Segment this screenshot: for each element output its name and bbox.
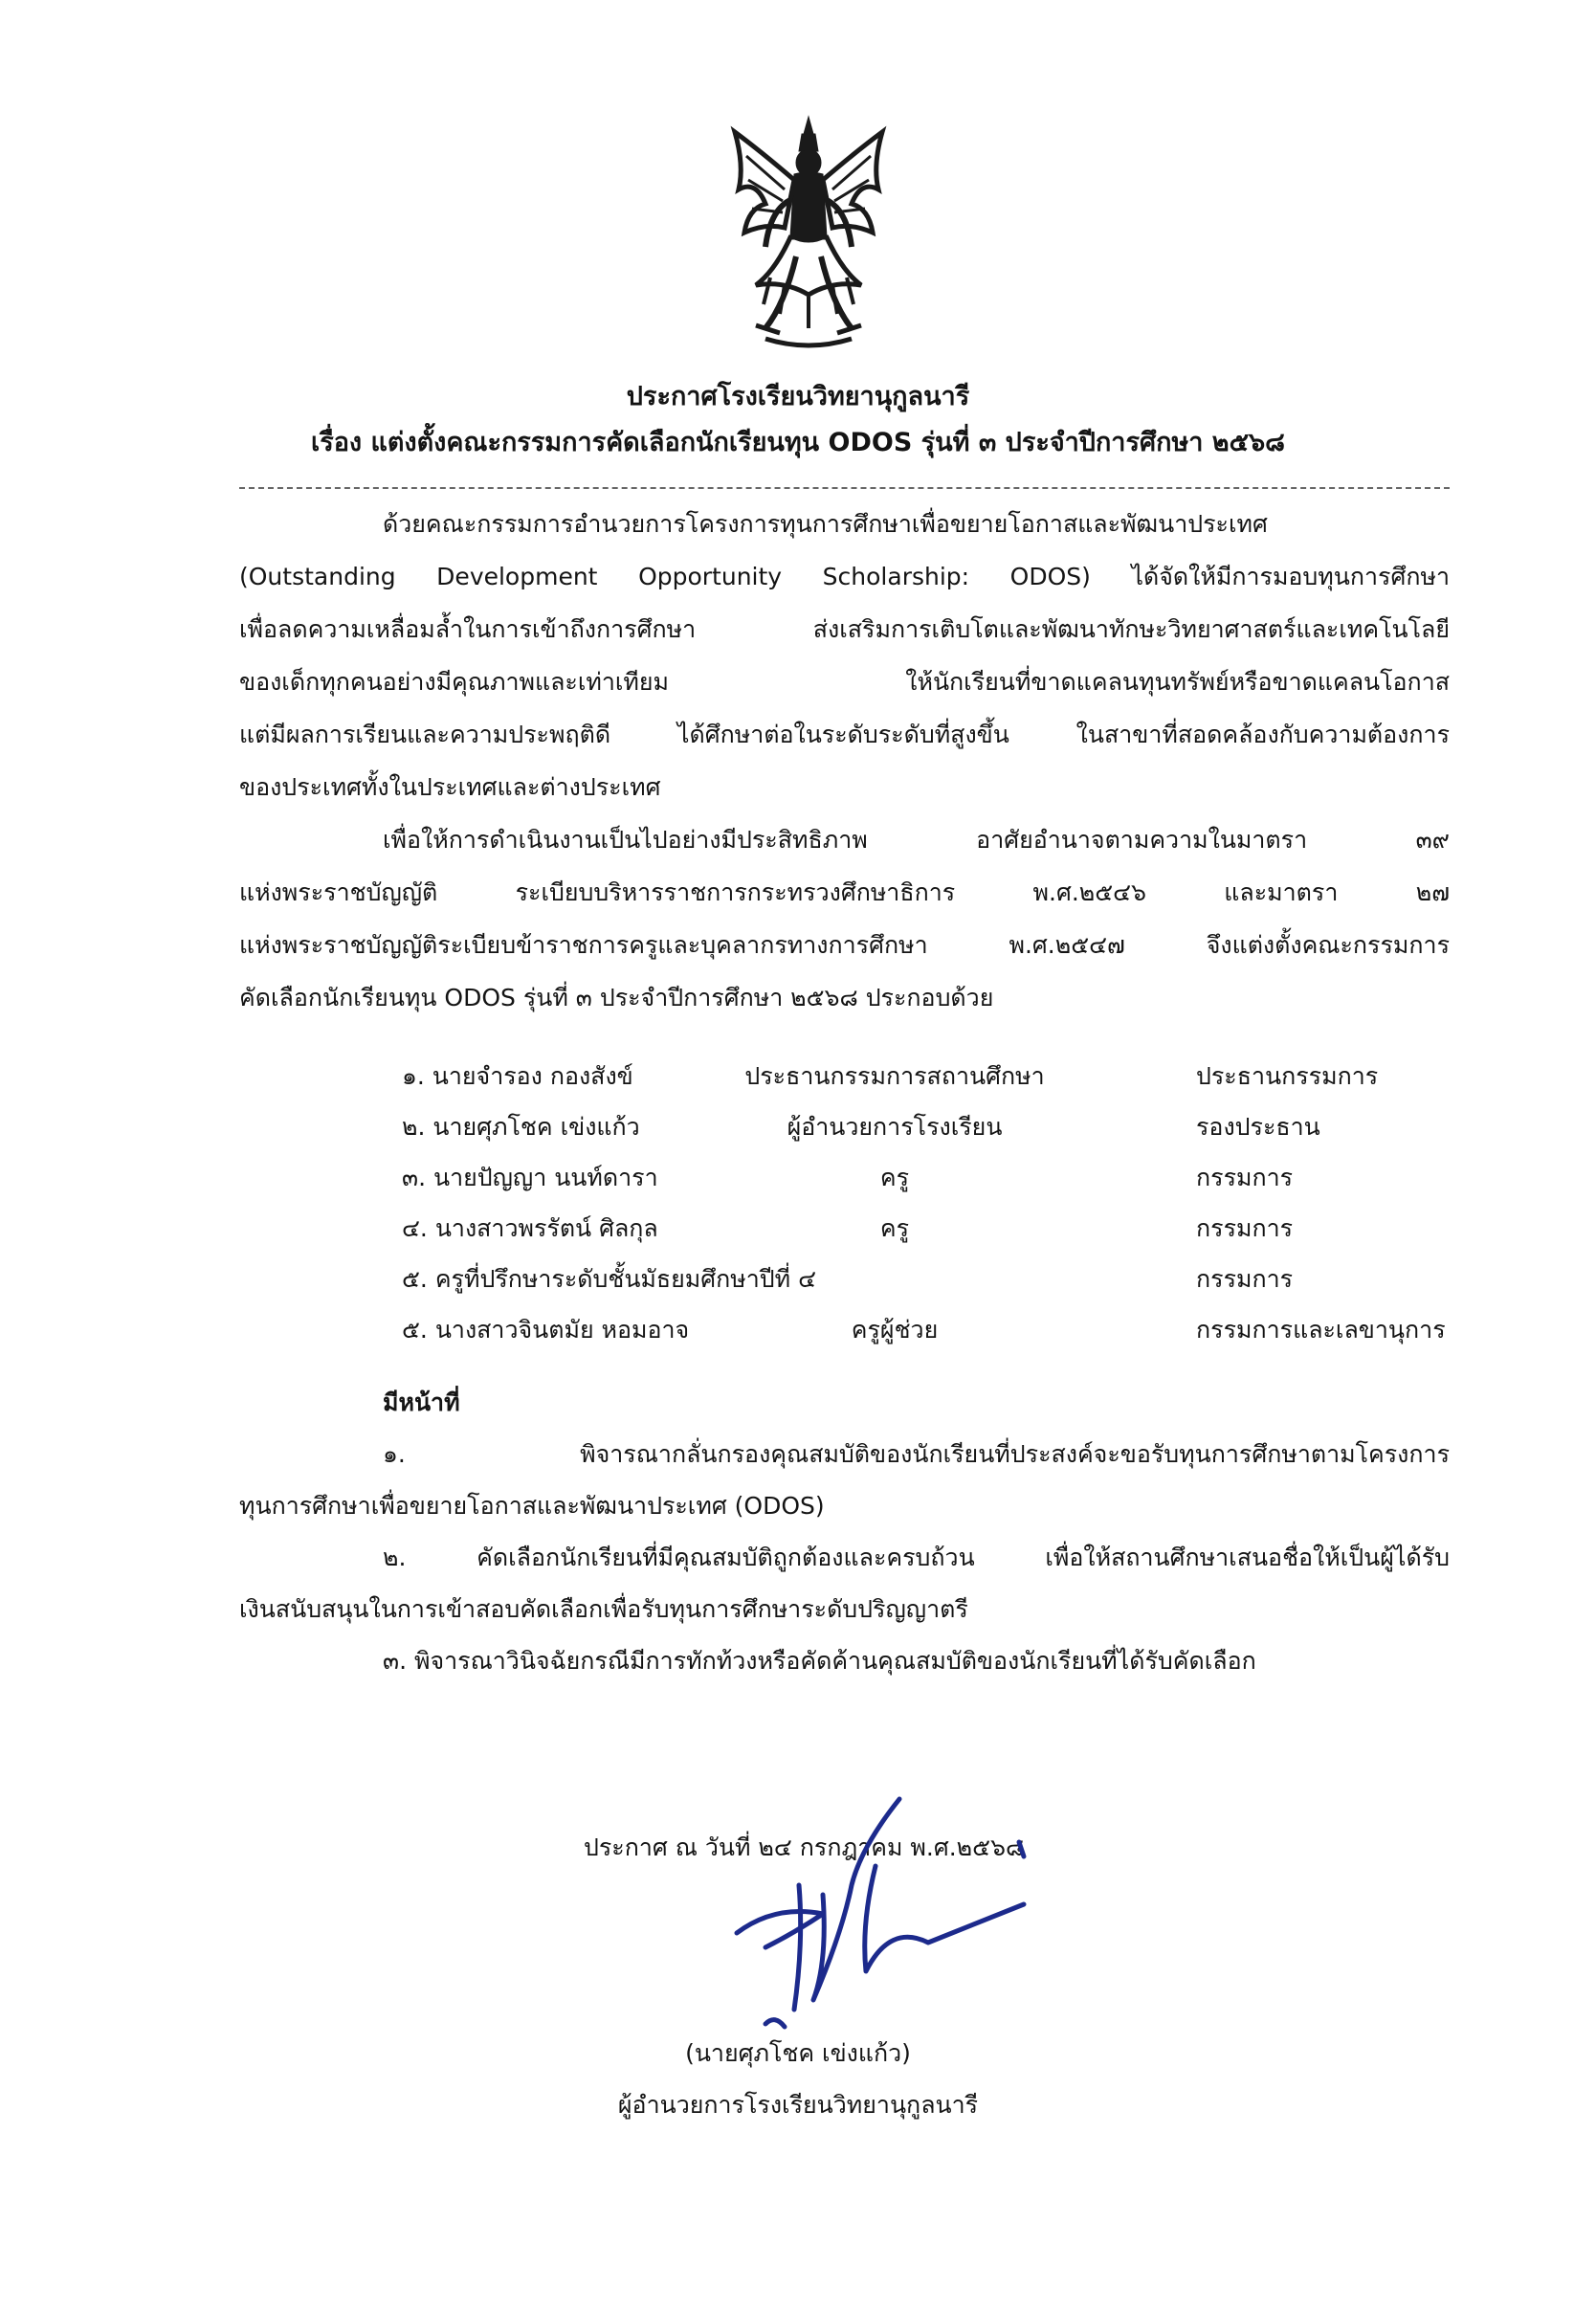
- committee-member-name: ๒. นายศุภโชค เข่งแก้ว: [402, 1113, 640, 1141]
- paragraph2-line: แห่งพระราชบัญญัติระเบียบข้าราชการครูและบุคลากรทางการศึกษา พ.ศ.๒๕๔๗ จึงแต่งตั้งคณะกรรมการ: [239, 931, 1450, 959]
- announcement-date: ประกาศ ณ วันที่ ๒๔ กรกฎาคม พ.ศ.๒๕๖๘: [584, 1833, 1025, 1861]
- paragraph1-line: ของประเทศทั้งในประเทศและต่างประเทศ: [239, 773, 661, 801]
- paragraph2-line: คัดเลือกนักเรียนทุน ODOS รุ่นที่ ๓ ประจำปีการศึกษา ๒๕๖๘ ประกอบด้วย: [239, 984, 994, 1011]
- header-divider: [239, 487, 1450, 489]
- paragraph1-line: ด้วยคณะกรรมการอำนวยการโครงการทุนการศึกษาเพื่อขยายโอกาสและพัฒนาประเทศ: [383, 510, 1268, 538]
- committee-member-role: ครูผู้ช่วย: [851, 1316, 939, 1344]
- duty-line: เงินสนับสนุนในการเข้าสอบคัดเลือกเพื่อรับทุนการศึกษาระดับปริญญาตรี: [239, 1595, 968, 1623]
- signatory-name: (นายศุภโชค เข่งแก้ว): [685, 2039, 911, 2067]
- committee-member-name: ๕. นางสาวจินตมัย หอมอาจ: [402, 1316, 690, 1344]
- committee-member-name: ๕. ครูที่ปรึกษาระดับชั้นมัธยมศึกษาปีที่ ๔: [402, 1265, 817, 1293]
- announcement-title: ประกาศโรงเรียนวิทยานุกูลนารี: [626, 382, 970, 411]
- announcement-subject: เรื่อง แต่งตั้งคณะกรรมการคัดเลือกนักเรียนทุน ODOS รุ่นที่ ๓ ประจำปีการศึกษา ๒๕๖๘: [310, 428, 1286, 457]
- paragraph1-line: (Outstanding Development Opportunity Scholarship: ODOS) ได้จัดให้มีการมอบทุนการศึกษา: [239, 563, 1450, 590]
- paragraph2-line: เพื่อให้การดำเนินงานเป็นไปอย่างมีประสิทธิภาพ อาศัยอำนาจตามความในมาตรา ๓๙: [383, 826, 1450, 854]
- committee-member-name: ๔. นางสาวพรรัตน์ ศิลกุล: [402, 1214, 658, 1242]
- paragraph2-line: แห่งพระราชบัญญัติ ระเบียบบริหารราชการกระทรวงศึกษาธิการ พ.ศ.๒๕๔๖ และมาตรา ๒๗: [239, 878, 1450, 906]
- committee-member-role: ประธานกรรมการสถานศึกษา: [744, 1062, 1045, 1090]
- committee-row: [239, 1102, 1450, 1152]
- duty-line: ๑. พิจารณากลั่นกรองคุณสมบัติของนักเรียนที่ประสงค์จะขอรับทุนการศึกษาตามโครงการ: [383, 1440, 1450, 1468]
- garuda-emblem-icon: [727, 113, 890, 352]
- signatory-position: ผู้อำนวยการโรงเรียนวิทยานุกูลนารี: [617, 2091, 979, 2119]
- committee-row: [239, 1255, 1450, 1304]
- paragraph1-line: เพื่อลดความเหลื่อมล้ำในการเข้าถึงการศึกษา ส่งเสริมการเติบโตและพัฒนาทักษะวิทยาศาสตร์และเทคโนโลยี: [239, 615, 1450, 643]
- committee-member-position: กรรมการ: [1196, 1214, 1294, 1242]
- duty-line: ๒. คัดเลือกนักเรียนที่มีคุณสมบัติถูกต้องและครบถ้วน เพื่อให้สถานศึกษาเสนอชื่อให้เป็นผู้ได้รับ: [383, 1544, 1450, 1571]
- committee-member-position: กรรมการ: [1196, 1164, 1294, 1191]
- paragraph1-line: แต่มีผลการเรียนและความประพฤติดี ได้ศึกษาต่อในระดับระดับที่สูงขึ้น ในสาขาที่สอดคล้องกับความต้องการ: [239, 721, 1450, 748]
- duty-line: ๓. พิจารณาวินิจฉัยกรณีมีการทักท้วงหรือคัดค้านคุณสมบัติของนักเรียนที่ได้รับคัดเลือก: [383, 1647, 1256, 1675]
- committee-member-position: กรรมการ: [1196, 1265, 1294, 1293]
- committee-member-role: ครู: [879, 1214, 910, 1242]
- committee-member-role: ผู้อำนวยการโรงเรียน: [787, 1113, 1003, 1141]
- committee-row: [239, 1153, 1450, 1203]
- committee-member-role: ครู: [879, 1164, 910, 1191]
- committee-row: [239, 1305, 1450, 1355]
- handwritten-signature: [708, 1780, 1053, 2048]
- committee-member-position: ประธานกรรมการ: [1196, 1062, 1379, 1090]
- duty-line: ทุนการศึกษาเพื่อขยายโอกาสและพัฒนาประเทศ (ODOS): [239, 1492, 825, 1520]
- committee-member-position: รองประธาน: [1196, 1113, 1320, 1141]
- committee-member-name: ๓. นายปัญญา นนท์ดารา: [402, 1164, 658, 1191]
- committee-row: [239, 1204, 1450, 1254]
- paragraph1-line: ของเด็กทุกคนอย่างมีคุณภาพและเท่าเทียม ให้นักเรียนที่ขาดแคลนทุนทรัพย์หรือขาดแคลนโอกาส: [239, 668, 1450, 696]
- committee-member-position: กรรมการและเลขานุการ: [1196, 1316, 1446, 1344]
- committee-row: [239, 1052, 1450, 1101]
- committee-member-name: ๑. นายจำรอง กองสังข์: [402, 1062, 633, 1090]
- duties-heading: มีหน้าที่: [383, 1389, 460, 1416]
